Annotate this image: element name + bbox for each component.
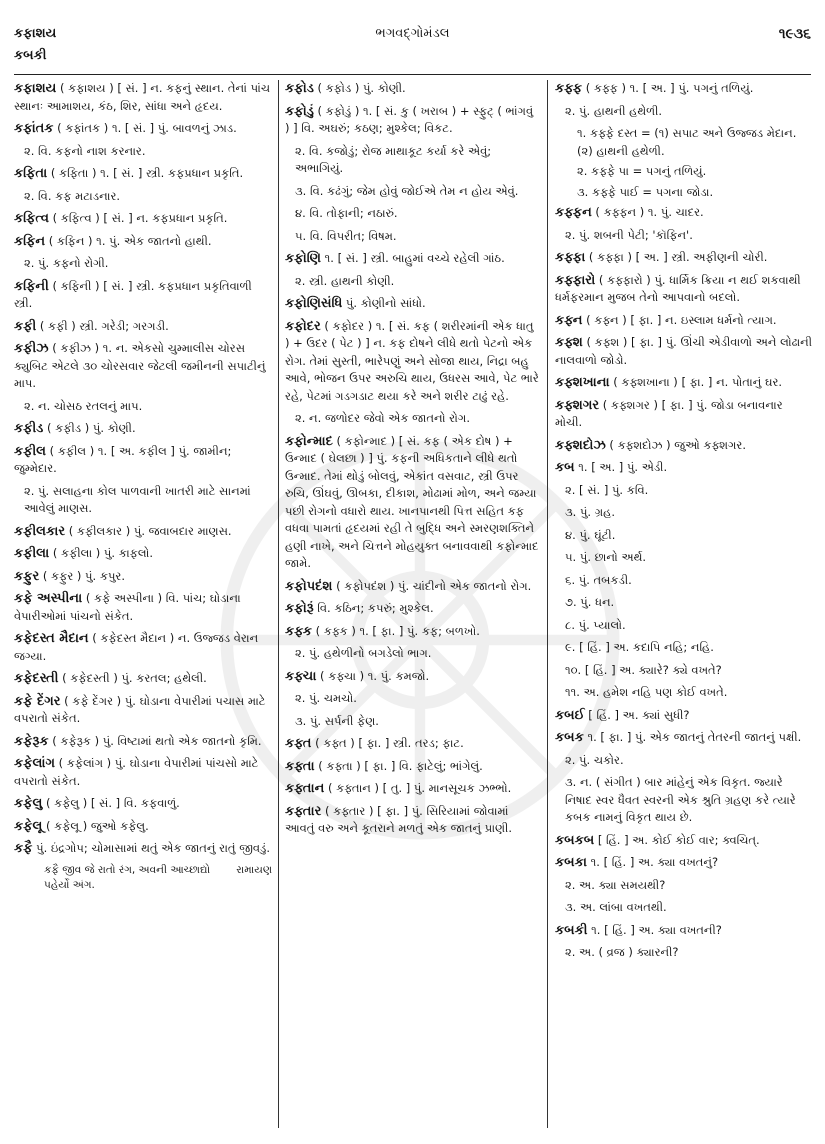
dictionary-entry	[14, 670, 272, 688]
headword: કફિની	[14, 278, 49, 294]
dictionary-entry	[14, 420, 272, 438]
entry-sense: ૫. પું. છાનો અર્થ.	[565, 550, 647, 564]
dictionary-entry	[14, 795, 272, 813]
dictionary-entry	[555, 397, 813, 432]
dictionary-entry	[285, 103, 540, 138]
entry-definition: ( કફ્ન ) [ ફા. ] ન. ઇસ્લામ ધર્મનો ત્યાગ.	[582, 312, 777, 327]
entry-definition: વિ. કઠિન; કપરું; મુશ્કેલ.	[313, 601, 434, 615]
dictionary-entry	[285, 780, 540, 798]
headword: કફ્ત	[285, 736, 312, 751]
entry-sense: ૨. પું. ચકોર.	[565, 752, 624, 767]
dictionary-entry	[555, 374, 813, 392]
headword: કફ્ફા	[555, 250, 586, 265]
dictionary-entry	[555, 854, 813, 872]
dictionary-entry	[14, 568, 272, 586]
dictionary-entry	[555, 922, 813, 940]
dictionary-entry	[285, 578, 540, 596]
headword: કફોડું	[285, 103, 314, 119]
dictionary-entry	[14, 590, 272, 625]
headword: કફેદસ્તી	[14, 671, 59, 686]
dictionary-entry	[285, 250, 540, 268]
entry-definition: ( કફાશય ) [ સં. ] ન. કફનું સ્થાન. તેનાં પાંચ સ્થાનઃ આમાશય, કંઠ, શિર, સાંધા અને હૃદય.	[14, 81, 271, 113]
entry-definition: ( કફિતા ) ૧. [ સં. ] સ્ત્રી. કફપ્રધાન પ્રકૃતિ.	[47, 166, 244, 180]
entry-definition: ( કફિન ) ૧. પું. એક જાતનો હાથી.	[45, 233, 212, 248]
entry-definition: ( કફેદસ્તી ) પું. કરતલ; હથેલી.	[58, 671, 207, 685]
headword: કફી	[14, 318, 37, 334]
verse-text: કફૈ જીવ જે રાતો રંગ, અવની આચ્છાદ્યો પહેર્યો અંગ.	[44, 863, 211, 891]
entry-sense: ૧૦. [ હિં. ] અ. ક્યારે? ક્યે વખતે?	[565, 662, 722, 677]
headword: કફેલુ	[14, 796, 43, 811]
column-divider	[547, 80, 548, 1128]
headword: કફીલા	[14, 546, 50, 561]
verse-source: રામાયણ	[236, 863, 272, 876]
entry-sense: ૨. પું. હાથની હથેળી.	[565, 103, 663, 118]
dictionary-entry	[14, 80, 272, 115]
headword: કફે અસ્પીના	[14, 591, 83, 606]
entry-definition: ( કફે અસ્પીના ) વિ. પાંચ; ઘોડાના વેપારીઓમાં પાંચનો સંકેત.	[14, 591, 241, 623]
entry-definition: ( કફ્શખાના ) [ ફા. ] ન. પોતાનું ઘર.	[609, 375, 783, 389]
headword: કફીડ	[14, 421, 44, 436]
dictionary-entry	[14, 210, 272, 228]
dictionary-entry	[285, 295, 540, 313]
entry-sense: ૧૧. અ. હમેશ નહિ પણ કોઈ વખતે.	[565, 685, 728, 699]
dictionary-entry	[285, 758, 540, 776]
headword: કફોડ	[285, 81, 314, 96]
entry-definition: ( કફ્તા ) [ ફા. ] વિ. ફાટેલું; ભાંગેલું.	[314, 758, 483, 773]
dictionary-entry	[14, 165, 272, 183]
dictionary-entry	[555, 249, 813, 267]
headword: કફીલ	[14, 443, 47, 459]
quoted-verse	[44, 863, 272, 893]
headword: કફ્ફન	[555, 205, 592, 220]
entry-sense: ૨. સ્ત્રી. હાથની કોણી.	[295, 273, 395, 288]
entry-sense: ૨. ન. જળોદર જેવો એક જાતનો રોગ.	[295, 411, 470, 425]
entry-sense: ૩. વિ. કઢંગું; જેમ હોવું જોઈએ તેમ ન હોય એવું.	[295, 183, 519, 198]
entry-definition: ( કફ્તાન ) [ તુ. ] પું. માનસૂચક ઝભ્ભો.	[324, 781, 512, 795]
entry-definition: ( કફેલૂ ) જુઓ કફેલુ.	[42, 818, 149, 833]
headword: કફેદસ્ત મૈદાન	[14, 631, 89, 646]
page-header	[14, 26, 811, 72]
headword: કફ્શખાના	[555, 375, 610, 390]
dictionary-entry	[14, 318, 272, 336]
sub-sense: ૧. કફ્ફે દસ્ત = (૧) સપાટ અને ઉજ્જડ મેદાન. (૨) હાથની હથેળી.	[577, 126, 797, 158]
entry-definition: ( કફાંતક ) ૧. [ સં. ] પું. બાવળનું ઝાડ.	[53, 121, 237, 135]
guide-word-top: કફાશય	[14, 26, 57, 41]
dictionary-entry	[555, 80, 813, 98]
dictionary-entry	[14, 840, 272, 858]
entry-sense: ૨. પું. સલાહના કોલ પાળવાની ખાતરી માટે સાનમાં આવેલું માણસ.	[24, 483, 251, 515]
entry-definition: ( કફિત્વ ) [ સં. ] ન. કફપ્રધાન પ્રકૃતિ.	[48, 211, 228, 225]
entry-definition: ( કફિની ) [ સં. ] સ્ત્રી. કફપ્રધાન પ્રકૃતિવાળી સ્ત્રી.	[14, 278, 252, 310]
headword: કફુર	[14, 568, 40, 584]
dictionary-entry	[555, 204, 813, 222]
headword: કબઈ	[555, 707, 585, 723]
entry-definition: પું. ઇંદ્રગોપ; ચોમાસામાં થતું એક જાતનું રાતું જીવડું.	[32, 841, 270, 855]
entry-definition: ( કફ્શદોઝ ) જુઓ કફ્શગર.	[605, 437, 747, 452]
dictionary-entry	[555, 437, 813, 455]
headword: કફ્ફારો	[555, 272, 596, 288]
entry-definition: ( કફોદર ) ૧. [ સં. કફ ( શરીરમાંની એક ધાતુ ) + ઉદર ( પેટ ) ] ન. કફ દોષને લીધે થતો પેટનો એક રોગ. તેમાં સુસ્તી, ભારેપણું અને સોજા થાય, નિદ્રા બહુ આવે, ભોજન ઉપર અરુચિ થાય, ઉધરસ આવે, પેટ ભારે રહે, પેટમાં ગડગડાટ થયા કરે અને શરીર ટાઢું રહે.	[285, 318, 539, 403]
entry-definition: ( કફીલકાર ) પું. જવાબદાર માણસ.	[65, 523, 232, 538]
entry-definition: ( કફેરૂક ) પું. વિષ્ટામાં થતો એક જાતનો કૃમિ.	[48, 733, 262, 748]
headword: કફીલકાર	[14, 523, 66, 539]
entry-definition: ( કફોપદંશ ) પું. ચાંદીનો એક જાતનો રોગ.	[332, 578, 532, 593]
headword: કફે દેંગર	[14, 693, 61, 709]
guide-word-bottom: કબકી	[14, 48, 47, 63]
entry-definition: ( કફ્શ ) [ ફા. ] પું. ઊંચી એડીવાળો અને લોઢાની નાલવાળો જોડો.	[555, 335, 813, 367]
dictionary-entry	[285, 735, 540, 753]
dictionary-entry	[14, 630, 272, 665]
entry-definition: ૧. [ ફા. ] પું. એક જાતનું તેતરની જાતનું પક્ષી.	[583, 730, 802, 744]
entry-sense: ૨. [ સં. ] પું. કવિ.	[565, 482, 649, 497]
dictionary-entry	[14, 523, 272, 541]
entry-definition: ૧. [ હિં. ] અ. ક્યા વખતનું?	[586, 855, 719, 869]
entry-definition: ( કફ્તાર ) [ ફા. ] પું. સિરિયામાં જોવામાં આવતું વરુ અને કૂતરાને મળતું એક જાતનું પ્રાણી.	[285, 803, 512, 835]
dictionary-entry	[285, 803, 540, 838]
entry-definition: ( કફેલાંગ ) પું. ઘોડાના વેપારીમાં પાંચસો માટે વપરાતો સંકેત.	[14, 756, 259, 788]
dictionary-entry	[285, 433, 540, 573]
entry-sense: ૫. વિ. વિપરીત; વિષમ.	[295, 228, 397, 243]
headword: કફ્શગર	[555, 397, 600, 413]
entry-definition: ૧. [ સં. ] સ્ત્રી. બાહુમાં વચ્ચે રહેલી ગાંઠ.	[320, 251, 505, 265]
headword: કફોન્માદ	[285, 433, 333, 449]
headword: કફોણિસંધિ	[285, 296, 343, 311]
dictionary-entry	[555, 312, 813, 330]
entry-definition: ( કફે દેંગર ) પું. ઘોડાના વેપારીમાં પચાસ માટે વપરાતો સંકેત.	[14, 693, 266, 725]
dictionary-entry	[14, 755, 272, 790]
entry-sense: ૪. પું. ઘૂંટી.	[565, 527, 616, 542]
dictionary-entry	[285, 668, 540, 686]
page-title: ભગવદ્ગોમંડલ	[375, 26, 450, 41]
headword: કફાંતક	[14, 121, 54, 136]
headword: કફોદર	[285, 318, 321, 334]
headword: કફેરૂક	[14, 733, 49, 749]
headword: કફ્તાર	[285, 803, 322, 819]
dictionary-entry	[14, 733, 272, 751]
entry-sense: ૨. પું. હથેળીનો બગડેલો ભાગ.	[295, 646, 432, 660]
entry-definition: ( કફ્ક ) ૧. [ ફા. ] પું. કફ; બળખો.	[312, 623, 480, 638]
dictionary-entry	[285, 80, 540, 98]
entry-sense: ૨. પું. કફનો રોગી.	[24, 256, 109, 270]
dictionary-entry	[14, 340, 272, 393]
entry-definition: ( કફી ) સ્ત્રી. ગરેડી; ગરગડી.	[36, 318, 169, 333]
headword: કફાશય	[14, 81, 57, 96]
entry-sense: ૨. વિ. કફ મટાડનાર.	[24, 188, 121, 203]
entry-definition: ( કફ્ફ ) ૧. [ અ. ] પું. પગનું તળિયું.	[582, 81, 754, 95]
entry-definition: ( કફ્ચા ) ૧. પું. કમજો.	[316, 668, 430, 683]
entry-sense: ૩. પું. સર્પની ફેણ.	[295, 713, 379, 728]
dictionary-entry	[14, 545, 272, 563]
dictionary-entry	[555, 334, 813, 369]
entry-definition: પું. કોણીનો સાંધો.	[342, 296, 426, 310]
headword: કબક	[555, 730, 584, 745]
entry-sense: ૩. અ. લાંબા વખતથી.	[565, 900, 667, 914]
headword: કફીઝ	[14, 341, 49, 356]
entry-definition: ( કફેદસ્ત મૈદાન ) ન. ઉજ્જડ વેરાન જગ્યા.	[14, 631, 259, 663]
entry-definition: ( કફેલુ ) [ સં. ] વિ. કફવાળું.	[42, 796, 180, 810]
dictionary-entry	[555, 832, 813, 850]
headword: કફિન	[14, 233, 46, 249]
dictionary-entry	[285, 318, 540, 406]
sub-sense: ૨. કફ્ફે પા = પગનું તળિયું.	[577, 164, 707, 178]
entry-sense: ૨. ન. ચોસઠ રતલનું માપ.	[24, 398, 143, 413]
dictionary-entry	[285, 623, 540, 641]
dictionary-entry	[555, 272, 813, 307]
dictionary-entry	[555, 729, 813, 747]
entry-sense: ૮. પું. પ્યાલો.	[565, 617, 626, 632]
entry-definition: ( કફીડ ) પું. કોણી.	[43, 421, 136, 435]
headword: કફેલૂ	[14, 818, 43, 834]
entry-sense: ૭. પું. ધન.	[565, 595, 615, 609]
column-2	[285, 80, 540, 1128]
headword: કફ્ન	[555, 312, 583, 328]
entry-sense: ૬. પું. તબકડી.	[565, 572, 632, 587]
entry-definition: ( કફોડું ) ૧. [ સં. કુ ( ખરાબ ) + સ્ફુટ્ ( ભાંગવું ) ] વિ. અઘરું; કઠણ; મુશ્કેલ; વિકટ.	[285, 103, 534, 135]
entry-sense: ૪. વિ. તોફાની; નઠારું.	[295, 206, 398, 220]
entry-sense: ૨. અ. ( વ્રજ ) ક્યારની?	[565, 945, 679, 959]
column-divider	[278, 80, 279, 1128]
entry-sense: ૩. ન. ( સંગીત ) બાર માંહેનું એક વિકૃત. જ્યારે નિષાદ સ્વર ધૈવત સ્વરની એક શ્રુતિ ગ્રહણ કરે ત્યારે કબક નામનું વિકૃત થાય છે.	[565, 775, 796, 824]
headword: કફ્ફ	[555, 81, 583, 96]
headword: કફ્ક	[285, 623, 312, 639]
entry-sense: ૨. વિ. કફનો નાશ કરનાર.	[24, 143, 146, 158]
dictionary-entry	[555, 707, 813, 725]
page-number: ૧૯૩૬	[778, 26, 811, 42]
dictionary-entry	[14, 120, 272, 138]
headword: કફોરૂં	[285, 601, 314, 616]
entry-definition: ( કફોડ ) પું. કોણી.	[313, 81, 406, 95]
dictionary-entry	[285, 600, 540, 618]
headword: કફિતા	[14, 166, 48, 181]
headword: કબકબ	[555, 832, 595, 848]
entry-definition: ( કફ્ત ) [ ફા. ] સ્ત્રી. તરડ; ફાટ.	[311, 736, 464, 750]
entry-definition: ( કફ્ફા ) [ અ. ] સ્ત્રી. અફીણની ચોરી.	[585, 250, 768, 264]
column-3	[555, 80, 813, 1128]
dictionary-entry	[14, 443, 272, 478]
entry-definition: ( કફીલા ) પું. કાફલો.	[49, 546, 154, 560]
entry-definition: ( કફોન્માદ ) [ સં. કફ ( એક દોષ ) + ઉન્માદ ( ઘેલછા ) ] પું. કફની અધિકતાને લીધે થતો ઉન્માદ. તેમાં થોડું બોલવું, એકાંત વસવાટ, સ્ત્રી ઉપર રુચિ, ઊંઘવું, ઊબકા, દીકાશ, મોઢામાં મોળ, અને જમ્યા પછી રોગનો વધારો થાય. ખાનપાનથી પિત્ત સહિત કફ વધવા પામતાં હૃદયમાં રહી તે બુદ્ધિ અને સ્મરણશક્તિને હણી નાખે, અને ચિત્તને મોહયુક્ત બનાવવાથી કફોન્માદ જામે.	[285, 433, 539, 570]
headword: કફેલાંગ	[14, 756, 55, 771]
entry-definition: ( કફ્ફન ) ૧. પું. ચાદર.	[591, 205, 704, 219]
sub-sense: ૩. કફ્ફે પાઈ = પગના જોડા.	[577, 184, 714, 199]
headword: કફ્શદોઝ	[555, 437, 606, 453]
headword: કબકા	[555, 855, 587, 870]
headword: કફૈ	[14, 841, 33, 856]
entry-definition: ( કફીલ ) ૧. [ અ. કફીલ ] પું. જામીન; જુમ્મેદાર.	[14, 443, 232, 475]
entry-sense: ૯. [ હિં. ] અ. કદાપિ નહિ; નહિ.	[565, 640, 714, 654]
dictionary-entry	[14, 818, 272, 836]
entry-definition: ( કફ્ફારો ) પું. ધાર્મિક ક્રિયા ન થઈ શકવાથી ધર્મફરમાન મુજબ તેનો આપવાનો બદલો.	[555, 272, 801, 304]
entry-definition: ( કફીઝ ) ૧. ન. એકસો ચુમ્માલીસ ચોરસ ક્યુબિટ એટલે ૩૦ ચોરસવાર જેટલી જમીનની સપાટીનું માપ.	[14, 341, 266, 390]
entry-definition: ૧. [ અ. ] પું. એડી.	[574, 460, 668, 474]
entry-sense: ૨. અ. ક્યા સમયથી?	[565, 877, 666, 892]
dictionary-entry	[555, 459, 813, 477]
headword: કબ	[555, 460, 575, 475]
dictionary-entry	[14, 233, 272, 251]
headword: કફોણિ	[285, 251, 321, 266]
dictionary-entry	[14, 278, 272, 313]
headword: કફ્તા	[285, 758, 315, 774]
entry-definition: [ હિં. ] અ. ક્યાં સુધી?	[584, 707, 690, 722]
entry-sense: ૨. વિ. કજોડું; રોજ માથાકૂટ કર્યા કરે એવું; અભાગિયું.	[295, 143, 492, 175]
headword: કફ્ચા	[285, 668, 317, 684]
headword: કબકી	[555, 922, 588, 938]
headword: કફોપદંશ	[285, 578, 333, 594]
entry-sense: ૩. પું. ગ્રહ.	[565, 505, 615, 519]
entry-definition: [ હિં. ] અ. કોઈ કોઈ વાર; ક્વચિત્.	[594, 832, 760, 847]
entry-sense: ૨. પું. ચમચો.	[295, 691, 357, 705]
headword: કફ્શ	[555, 335, 583, 350]
headword: કફિત્વ	[14, 211, 49, 226]
entry-sense: ૨. પું. શબની પેટી; 'કૉફિન'.	[565, 227, 693, 242]
headword: કફ્તાન	[285, 781, 325, 796]
column-1	[14, 80, 272, 1128]
header-rule	[14, 74, 811, 75]
entry-definition: ( કફ્શગર ) [ ફા. ] પું. જોડા બનાવનાર મોચી.	[555, 397, 783, 429]
dictionary-entry	[14, 693, 272, 728]
entry-definition: ( કફુર ) પું. કપુર.	[39, 568, 126, 583]
entry-definition: ૧. [ હિં. ] અ. ક્યા વખતની?	[587, 922, 722, 937]
